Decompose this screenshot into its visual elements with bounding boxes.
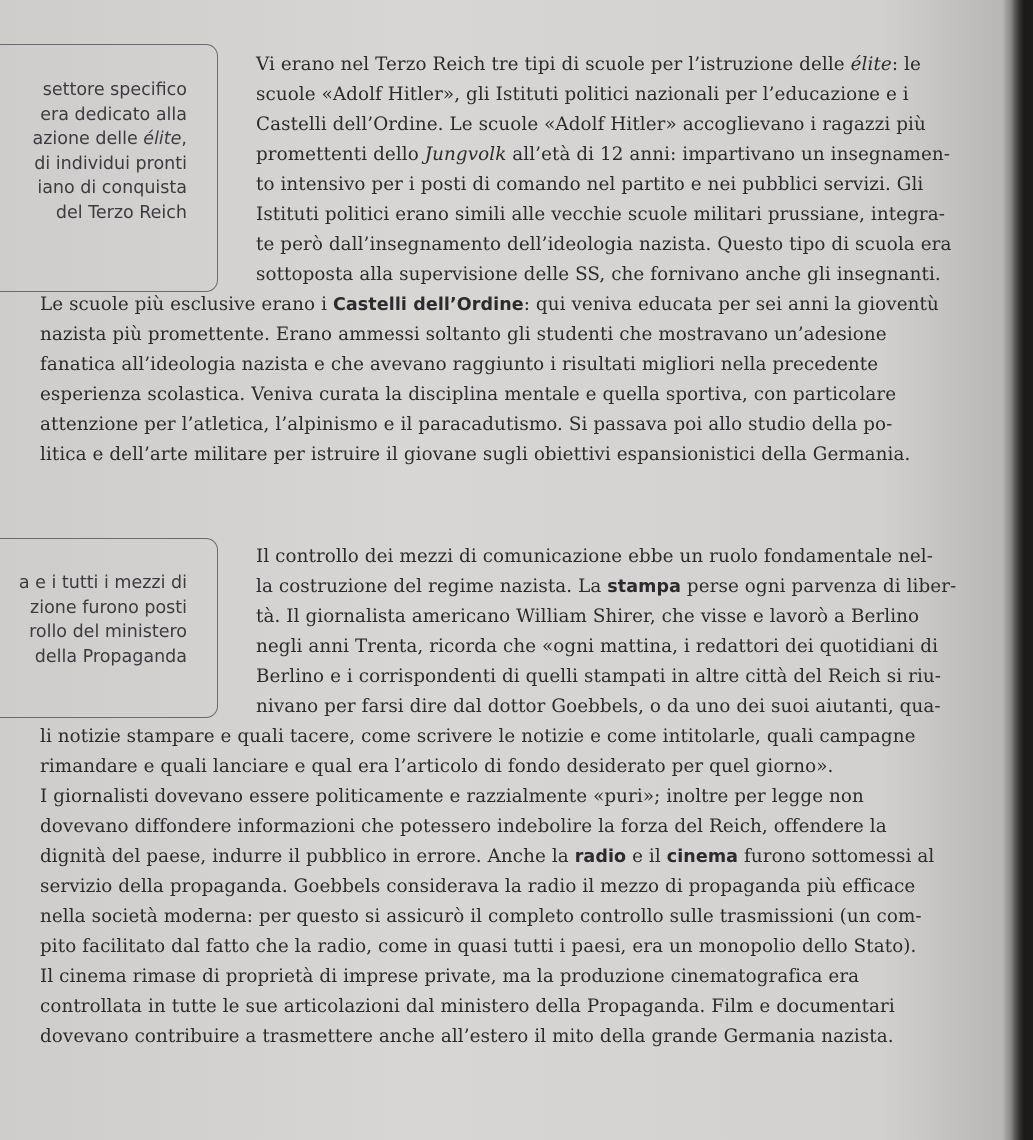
- keyword-stampa: stampa: [607, 577, 681, 597]
- margin-note-box: [0, 44, 218, 292]
- margin-note-box: [0, 538, 218, 718]
- keyword-cinema: cinema: [666, 847, 739, 867]
- margin-note-text: a e i tutti i mezzi di zione furono posti rollo del ministero della Propaganda: [18, 573, 187, 667]
- margin-note-text: settore specifico era dedicato alla azione delle élite, di individui pronti iano di conquista del Terzo Reich: [32, 80, 187, 223]
- keyword-radio: radio: [574, 847, 627, 867]
- keyword-castelli: Castelli dell’Ordine: [332, 295, 524, 315]
- page-gutter-shadow: [1011, 0, 1033, 1140]
- textbook-page: settore specifico era dedicato alla azione delle élite, di individui pronti iano di conquista del Terzo Reich a e i tutti i mezzi di zione furono posti rollo del ministero della Propaganda Vi erano nel Terzo Reich tre tipi di scuole per l’istruzione delle élite: le scuole «Adolf Hitler», gli Istituti politici nazionali per l’educazione e i Castelli dell’Ordine. Le scuole «Adolf Hitler» accoglievano i ragazzi più promettenti dello Jungvolk all’età di 12 anni: impartivano un insegnamen- to intensivo per i posti di comando nel partito e nei pubblici servizi. Gli Istituti politici erano simili alle vecchie scuole militari prussiane, integra- te però dall’insegnamento dell’ideologia nazista. Questo tipo di scuola era sottoposta alla supervisione delle SS, che fornivano anche gli insegnanti. Le scuole più esclusive erano i Castelli dell’Ordine: qui veniva educata per sei anni la gioventù nazista più promettente. Erano ammessi soltanto gli studenti che mostravano un’adesione fanatica all’ideologia nazista e che avevano raggiunto i risultati migliori nella precedente esperienza scolastica. Veniva curata la disciplina mentale e quella sportiva, con particolare attenzione per l’atletica, l’alpinismo e il paracadutismo. Si passava poi allo studio della po- litica e dell’arte militare per istruire il giovane sugli obiettivi espansionistici della Germania. Il controllo dei mezzi di comunicazione ebbe un ruolo fondamentale nel- la costruzione del regime nazista. La stampa perse ogni parvenza di liber- tà. Il giornalista americano William Shirer, che visse e lavorò a Berlino negli anni Trenta, ricorda che «ogni mattina, i redattori dei quotidiani di Berlino e i corrispondenti di quelli stampati in altre città del Reich si riu- nivano per farsi dire dal dottor Goebbels, o da uno dei suoi aiutanti, qua- li notizie stampare e quali tacere, come scrivere le notizie e come intitolarle, quali campagne rimandare e quali lanciare e qual era l’articolo di fondo desiderato per quel giorno». I giornalisti dovevano essere politicamente e razzialmente «puri»; inoltre per legge non dovevano diffondere informazioni che potessero indebolire la forza del Reich, offendere la dignità del paese, indurre il pubblico in errore. Anche la radio e il cinema furono sottomessi al servizio della propaganda. Goebbels considerava la radio il mezzo di propaganda più efficace nella società moderna: per questo si assicurò il completo controllo sulle trasmissioni (un com- pito facilitato dal fatto che la radio, come in quasi tutti i paesi, era un monopolio dello Stato). Il cinema rimase di proprietà di imprese private, ma la produzione cinematografica era controllata in tutte le sue articolazioni dal ministero della Propaganda. Film e documentari dovevano contribuire a trasmettere anche all’estero il mito della grande Germania nazista.: [0, 0, 1015, 1140]
